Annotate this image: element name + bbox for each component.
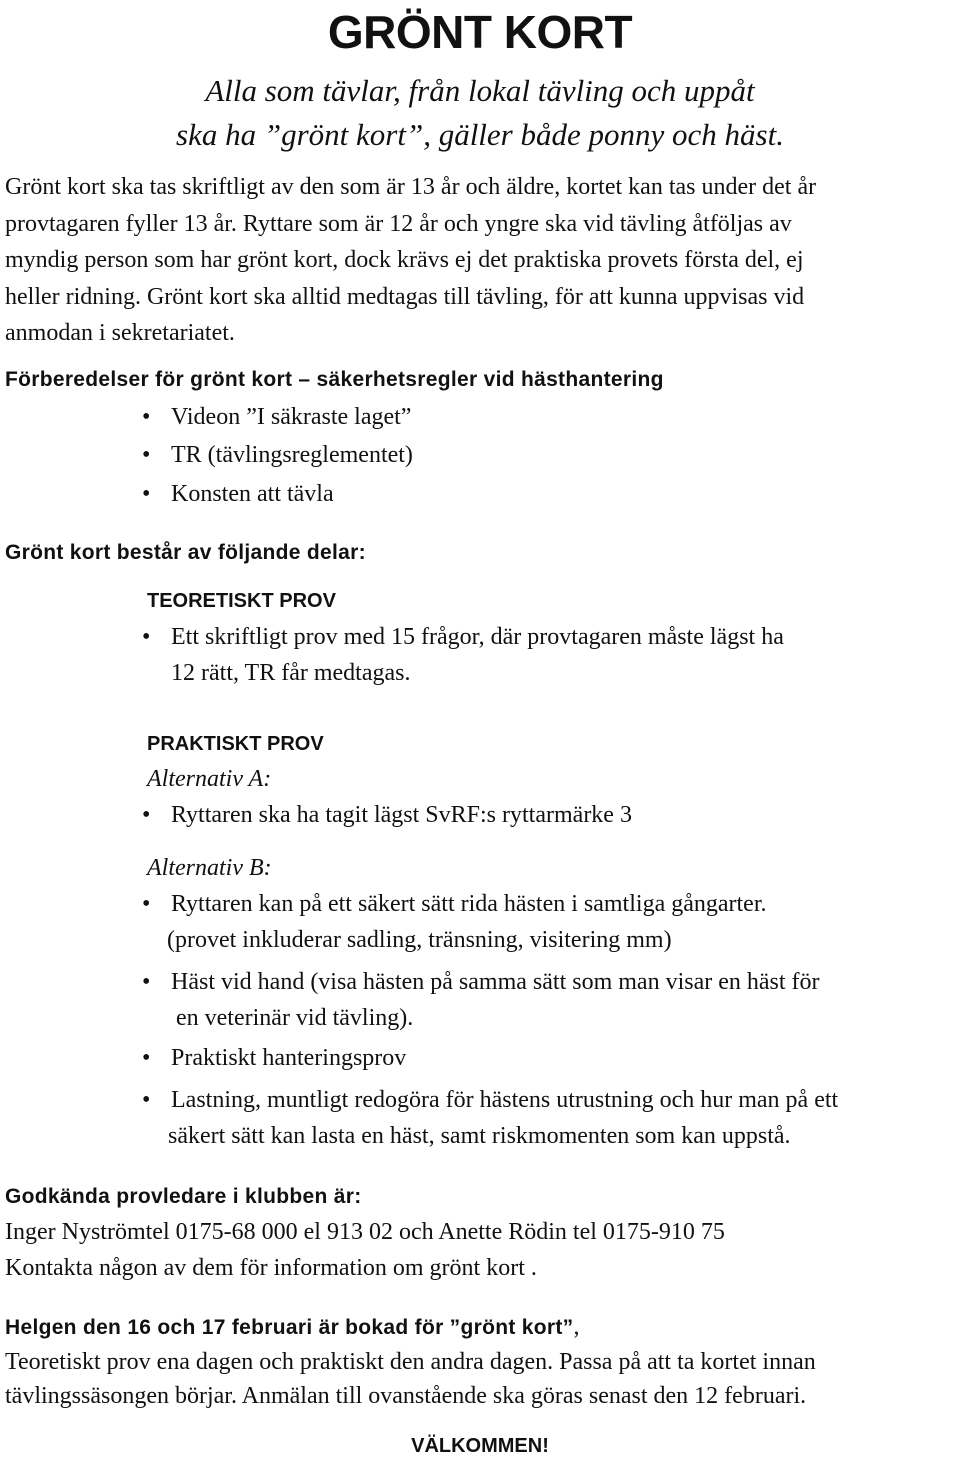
weekend-heading-comma: , <box>573 1314 580 1340</box>
approved-contacts: Inger Nyströmtel 0175-68 000 el 913 02 och Anette Rödin tel 0175-910 75 <box>5 1219 725 1245</box>
list-item-text-cont: säkert sätt kan lasta en häst, samt riskmomenten som kan uppstå. <box>168 1123 791 1149</box>
list-item-text: Häst vid hand (visa hästen på samma sätt som man visar en häst för <box>171 969 820 995</box>
list-item-text: Ryttaren kan på ett säkert sätt rida hästen i samtliga gångarter. <box>171 891 767 917</box>
weekend-line: Teoretiskt prov ena dagen och praktiskt den andra dagen. Passa på att ta kortet innan <box>5 1349 816 1375</box>
list-item-text: Ryttaren ska ha tagit lägst SvRF:s ryttarmärke 3 <box>171 802 632 828</box>
closing-text: VÄLKOMMEN! <box>411 1435 549 1457</box>
intro-line: provtagaren fyller 13 år. Ryttare som är 12 år och yngre ska vid tävling åtföljas av <box>5 211 792 237</box>
bullet-icon: • <box>142 1045 151 1071</box>
approved-note: Kontakta någon av dem för information om grönt kort . <box>5 1255 537 1281</box>
intro-line: heller ridning. Grönt kort ska alltid medtagas till tävling, för att kunna uppvisas vid <box>5 284 805 310</box>
intro-line: Grönt kort ska tas skriftligt av den som är 13 år och äldre, kortet kan tas under det år <box>5 174 817 200</box>
intro-line: anmodan i sekretariatet. <box>5 320 235 346</box>
bullet-icon: • <box>142 624 151 650</box>
alternative-a-label: Alternativ A: <box>147 766 272 792</box>
list-item-text: Lastning, muntligt redogöra för hästens utrustning och hur man på ett <box>171 1087 839 1113</box>
list-item-text: Ett skriftligt prov med 15 frågor, där provtagaren måste lägst ha <box>171 624 784 650</box>
subtitle-line-2: ska ha ”grönt kort”, gäller både ponny och häst. <box>176 117 784 152</box>
preparation-heading: Förberedelser för grönt kort – säkerhetsregler vid hästhantering <box>5 368 664 391</box>
bullet-icon: • <box>142 404 151 430</box>
bullet-icon: • <box>142 969 151 995</box>
bullet-icon: • <box>142 442 151 468</box>
page-title: GRÖNT KORT <box>327 6 633 58</box>
parts-heading: Grönt kort består av följande delar: <box>5 541 366 564</box>
list-item-text-cont: (provet inkluderar sadling, tränsning, visitering mm) <box>167 927 672 953</box>
bullet-icon: • <box>142 1087 151 1113</box>
list-item-text: Konsten att tävla <box>171 481 334 507</box>
subtitle-line-1: Alla som tävlar, från lokal tävling och uppåt <box>205 73 755 108</box>
bullet-icon: • <box>142 481 151 507</box>
list-item-text: TR (tävlingsreglementet) <box>171 442 413 468</box>
list-item-text: Praktiskt hanteringsprov <box>171 1045 407 1071</box>
weekend-heading <box>5 1312 579 1342</box>
practical-heading: PRAKTISKT PROV <box>147 733 324 755</box>
weekend-line: tävlingssäsongen börjar. Anmälan till ovanstående ska göras senast den 12 februari. <box>5 1383 807 1409</box>
alternative-b-label: Alternativ B: <box>147 855 272 881</box>
list-item-text-cont: en veterinär vid tävling). <box>176 1005 414 1031</box>
intro-line: myndig person som har grönt kort, dock krävs ej det praktiska provets första del, ej <box>5 247 804 273</box>
list-item-text: Videon ”I säkraste laget” <box>171 404 412 430</box>
bullet-icon: • <box>142 891 151 917</box>
theory-heading: TEORETISKT PROV <box>147 590 336 612</box>
bullet-icon: • <box>142 802 151 828</box>
list-item-text-cont: 12 rätt, TR får medtagas. <box>171 660 411 686</box>
approved-heading: Godkända provledare i klubben är: <box>5 1185 362 1208</box>
weekend-heading-text: Helgen den 16 och 17 februari är bokad för ”grönt kort” <box>5 1316 574 1339</box>
